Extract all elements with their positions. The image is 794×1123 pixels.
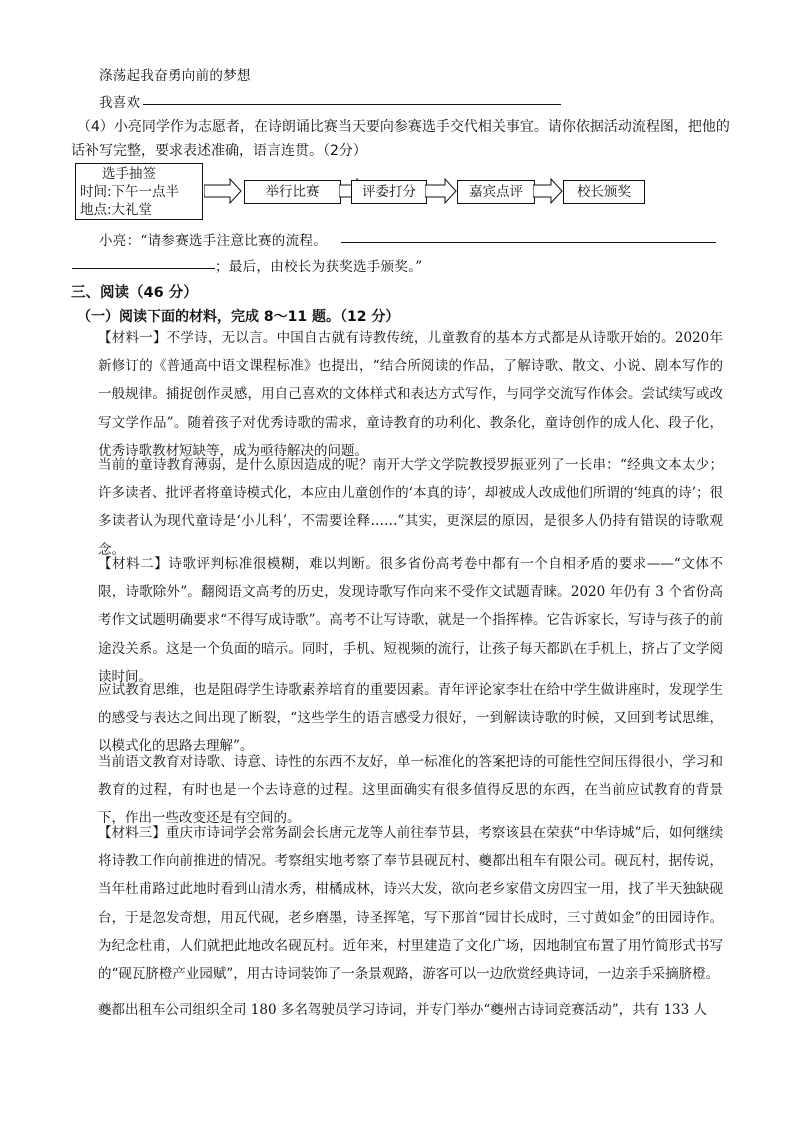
- paragraph-material-3: 【材料三】重庆市诗词学会常务副会长唐元龙等人前往奉节县，考察该县在荣获“中华诗城”后，如何继续将诗教工作向前推进的情况。考察组实地考察了奉节县砚瓦村、夔都出租车有限公司。砚瓦村，据传说，当年杜甫路过此地时看到山清水秀，柑橘成林，诗兴大发，欲向老乡家借文房四宝一用，找了半天独缺砚台，于是忽发奇想，用瓦代砚，老乡磨墨，诗圣挥笔，写下那首“园甘长成时，三寸黄如金”的田园诗作。为纪念杜甫，人们就把此地改名砚瓦村。近年来，村里建造了文化广场，因地制宜布置了用竹简形式书写的“砚瓦脐橙产业园赋”，用古诗词装饰了一条景观路，游客可以一边欣赏经典诗词，一边亲手采摘脐橙。: [98, 825, 723, 983]
- paragraph-7: 夔都出租车公司组织全司 180 多名驾驶员学习诗词，并专门举办“夔州古诗词竞赛活动”，共有 133 人: [98, 1002, 708, 1018]
- answer-blank-poem[interactable]: [143, 104, 561, 105]
- flow-step-draw-lots-place: 地点:大礼堂: [80, 202, 153, 218]
- flow-arrow-icon: [533, 178, 563, 204]
- flow-arrow-icon: [425, 178, 457, 204]
- flow-step-4: 校长颁奖: [563, 180, 645, 204]
- flow-step-draw-lots-title: 选手抽签: [102, 166, 156, 182]
- flow-step-2: 评委打分: [351, 180, 427, 204]
- answer-prefix: 小亮：“请参赛选手注意比赛的流程。: [99, 233, 328, 249]
- flow-arrow-icon: [204, 178, 242, 204]
- flow-step-draw-lots-time: 时间:下午一点半: [80, 184, 180, 200]
- answer-suffix: ；最后，由校长为获奖选手颁奖。”: [215, 259, 423, 275]
- question-4-line-1: （4）小亮同学作为志愿者，在诗朗诵比赛当天要向参赛选手交代相关事宜。请你依据活动流程图，把他的: [77, 119, 730, 135]
- poem-line-2-prefix: 我喜欢: [99, 95, 141, 111]
- flow-step-1: 举行比赛: [244, 180, 341, 204]
- paragraph-2: 当前的童诗教育薄弱，是什么原因造成的呢？南开大学文学院教授罗振亚列了一长串：“经典文本太少；许多读者、批评者将童诗模式化，本应由儿童创作的‘本真的诗’，却被成人改成他们所谓的‘纯真的诗’；很多读者认为现代童诗是‘小儿科’，不需要诠释……”其实，更深层的原因，是很多人仍持有错误的诗歌观念。: [98, 457, 723, 558]
- section-3-title: 三、阅读（46 分）: [71, 285, 198, 301]
- poem-line-1: 涤荡起我奋勇向前的梦想: [99, 68, 251, 84]
- answer-blank-1[interactable]: [341, 242, 716, 243]
- subsection-1-title: （一）阅读下面的材料，完成 8～11 题。（12 分）: [77, 309, 400, 325]
- question-4-line-2: 话补写完整，要求表述准确，语言连贯。（2分）: [71, 143, 367, 159]
- paragraph-5: 当前语文教育对诗歌、诗意、诗性的东西不友好，单一标准化的答案把诗的可能性空间压得很小，学习和教育的过程，有时也是一个去诗意的过程。这里面确实有很多值得反思的东西，在当前应试教育的背景下，作出一些改变还是有空间的。: [98, 754, 723, 827]
- paragraph-material-2: 【材料二】诗歌评判标准很模糊，难以判断。很多省份高考卷中都有一个自相矛盾的要求——“文体不限，诗歌除外”。翻阅语文高考的历史，发现诗歌写作向来不受作文试题青睐。2020 年仍有 3 个省份高考作文试题明确要求“不得写成诗歌”。高考不让写诗歌，就是一个指挥棒。它告诉家长，写诗与孩子的前途没关系。这是一个负面的暗示。同时，手机、短视频的流行，让孩子每天都趴在手机上，挤占了文学阅读时间。: [98, 556, 723, 685]
- paragraph-material-1: 【材料一】不学诗，无以言。中国自古就有诗教传统，儿童教育的基本方式都是从诗歌开始的。2020年新修订的《普通高中语文课程标准》也提出，“结合所阅读的作品，了解诗歌、散文、小说、剧本写作的一般规律。捕捉创作灵感，用自己喜欢的文体样式和表达方式写作，与同学交流写作体会。尝试续写或改写文学作品”。随着孩子对优秀诗歌的需求，童诗教育的功利化、教条化，童诗创作的成人化、段子化，优秀诗歌教材短缺等，成为亟待解决的问题。: [98, 330, 723, 459]
- flow-step-draw-lots: [75, 163, 203, 220]
- answer-blank-2[interactable]: [72, 268, 215, 269]
- flow-step-3: 嘉宾点评: [457, 180, 535, 204]
- paragraph-4: 应试教育思维，也是阻碍学生诗歌素养培育的重要因素。青年评论家李壮在给中学生做讲座时，发现学生的感受与表达之间出现了断裂，“这些学生的语言感受力很好，一到解读诗歌的时候，又回到考试思维，以模式化的思路去理解”。: [98, 682, 723, 755]
